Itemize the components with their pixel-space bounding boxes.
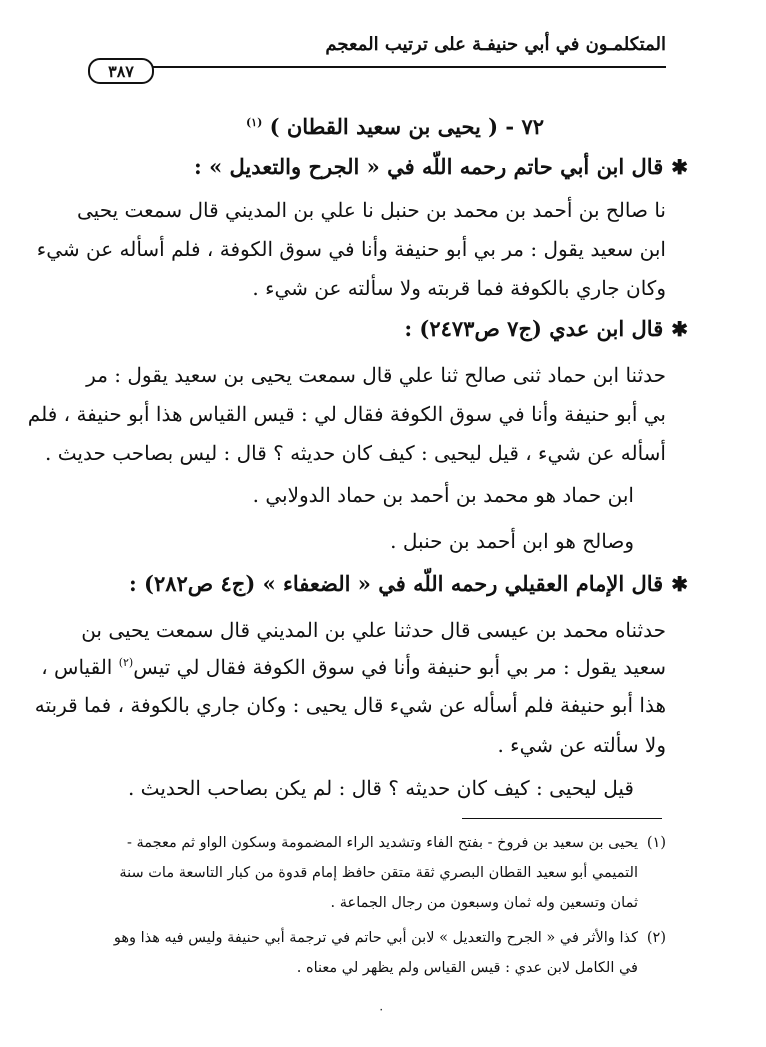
text-line: أسأله عن شيء ، قيل ليحيى : كيف كان حديثه ؟ قال : ليس بصاحب حديث . bbox=[45, 441, 666, 465]
text-line: وصالح هو ابن أحمد بن حنبل . bbox=[390, 529, 634, 553]
section-heading-uqayli bbox=[129, 573, 688, 594]
footnote-number: (١) bbox=[646, 835, 666, 851]
footnote-line: ثمان وتسعين وله ثمان وسبعون من رجال الجماعة . bbox=[330, 895, 638, 911]
header-rule bbox=[150, 66, 666, 68]
entry-title-text: ٧٢ - ( يحيى بن سعيد القطان ) bbox=[269, 114, 544, 139]
text-line: بي أبو حنيفة وأنا في سوق الكوفة فقال لي : قيس القياس هذا أبو حنيفة ، فلم bbox=[27, 402, 666, 426]
text-line: قيل ليحيى : كيف كان حديثه ؟ قال : لم يكن بصاحب الحديث . bbox=[127, 776, 634, 800]
text-line: ابن حماد هو محمد بن أحمد بن حماد الدولابي . bbox=[252, 483, 634, 507]
section-heading-text: قال ابن أبي حاتم رحمه اللّه في « الجرح والتعديل » : bbox=[194, 154, 664, 179]
footnote-text: يحيى بن سعيد بن فروخ - بفتح الفاء وتشديد الراء المضمومة وسكون الواو ثم معجمة - bbox=[126, 835, 638, 851]
footnote-text: كذا والأثر في « الجرح والتعديل » لابن أبي حاتم في ترجمة أبي حنيفة وليس فيه هذا وهو bbox=[113, 930, 638, 946]
running-title: المتكلمـون في أبي حنيفـة على ترتيب المعجم bbox=[325, 34, 666, 55]
star-bullet-icon: ✱ bbox=[671, 572, 688, 596]
star-bullet-icon: ✱ bbox=[671, 317, 688, 341]
inline-footnote-ref: (٢) bbox=[118, 656, 134, 669]
page-number-badge bbox=[88, 58, 154, 84]
text-line: حدثناه محمد بن عيسى قال حدثنا علي بن المديني قال سمعت يحيى بن bbox=[81, 618, 666, 642]
page-number: ٣٨٧ bbox=[108, 61, 134, 81]
text-line: وكان جاري بالكوفة فما قربته ولا سألته عن شيء . bbox=[252, 276, 666, 300]
text-segment: سعيد يقول : مر بي أبو حنيفة وأنا في سوق الكوفة فقال لي تيس bbox=[133, 655, 666, 679]
section-heading-ibn-adi bbox=[404, 318, 688, 339]
text-line: حدثنا ابن حماد ثنى صالح ثنا علي قال سمعت يحيى بن سعيد يقول : مر bbox=[86, 363, 666, 387]
entry-footnote-ref: (١) bbox=[245, 116, 263, 129]
text-line: ابن سعيد يقول : مر بي أبو حنيفة وأنا في سوق الكوفة ، فلم أسأله عن شيء bbox=[36, 237, 666, 261]
section-heading-text: قال الإمام العقيلي رحمه اللّه في « الضعفاء » (ج٤ ص٢٨٢) : bbox=[128, 571, 664, 596]
footnote-line: في الكامل لابن عدي : قيس القياس ولم يظهر لي معناه . bbox=[296, 960, 638, 976]
text-line bbox=[41, 657, 666, 677]
footnote-line bbox=[114, 931, 666, 946]
text-segment: القياس ، bbox=[41, 655, 113, 679]
footnote-number: (٢) bbox=[646, 930, 666, 946]
footnote-line bbox=[127, 836, 666, 851]
star-bullet-icon: ✱ bbox=[671, 155, 688, 179]
text-line: ولا سألته عن شيء . bbox=[497, 733, 666, 757]
section-heading-ibn-abi-hatim bbox=[194, 156, 688, 177]
footnote-rule bbox=[462, 818, 662, 819]
footnote-line: التميمي أبو سعيد القطان البصري ثقة متقن حافظ إمام قدوة من كبار التاسعة مات سنة bbox=[119, 865, 638, 881]
bottom-mark: ۰ bbox=[378, 1002, 385, 1016]
text-line: نا صالح بن أحمد بن محمد بن حنبل نا علي بن المديني قال سمعت يحيى bbox=[77, 198, 666, 222]
entry-title bbox=[246, 116, 544, 137]
text-line: هذا أبو حنيفة فلم أسأله عن شيء قال يحيى : وكان جاري بالكوفة ، فما قربته bbox=[34, 693, 666, 717]
section-heading-text: قال ابن عدي (ج٧ ص٢٤٧٣) : bbox=[404, 316, 664, 341]
